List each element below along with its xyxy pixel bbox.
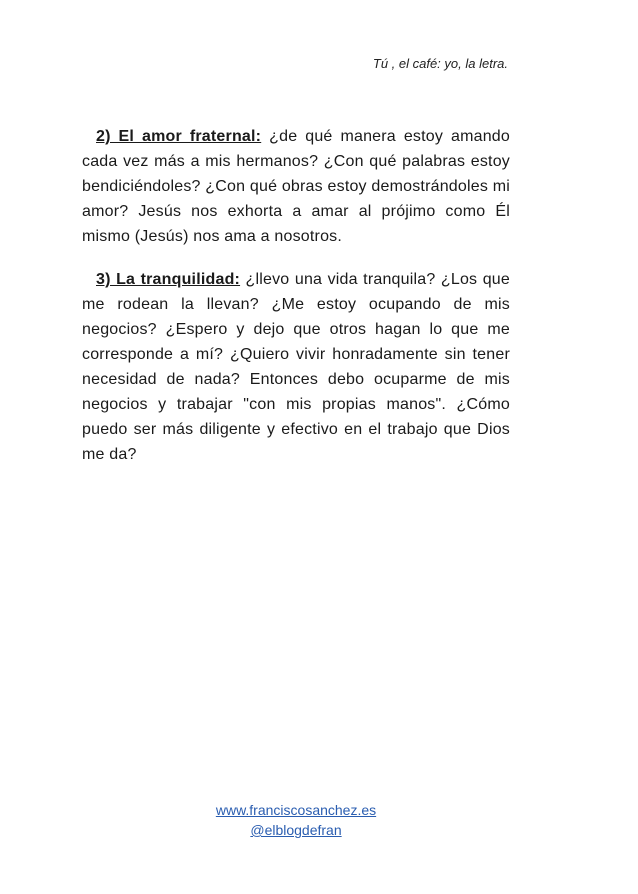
section-tranquilidad [82,267,510,467]
page-footer [0,800,592,840]
section-heading: 2) El amor fraternal: [96,128,262,145]
section-text: ¿de qué manera estoy amando cada vez más a mis hermanos? ¿Con qué palabras estoy bendiciéndoles? ¿Con qué obras estoy demostrándoles mi amor? Jesús nos exhorta a amar al prójimo como Él mismo (Jesús) nos ama a nosotros. [82,128,511,245]
blog-handle-link[interactable]: @elblogdefran [250,822,342,838]
document-body [82,124,510,485]
section-text: ¿llevo una vida tranquila? ¿Los que me rodean la llevan? ¿Me estoy ocupando de mis negocios? ¿Espero y dejo que otros hagan lo que me corresponde a mí? ¿Quiero vivir honradamente sin tener necesidad de nada? Entonces debo ocuparme de mis negocios y trabajar "con mis propias manos". ¿Cómo puedo ser más diligente y efectivo en el trabajo que Dios me da? [82,271,510,463]
section-heading: 3) La tranquilidad: [96,271,241,288]
page-header: Tú , el café: yo, la letra. [372,56,508,71]
section-amor-fraternal [82,124,510,249]
website-link[interactable]: www.franciscosanchez.es [215,802,377,818]
